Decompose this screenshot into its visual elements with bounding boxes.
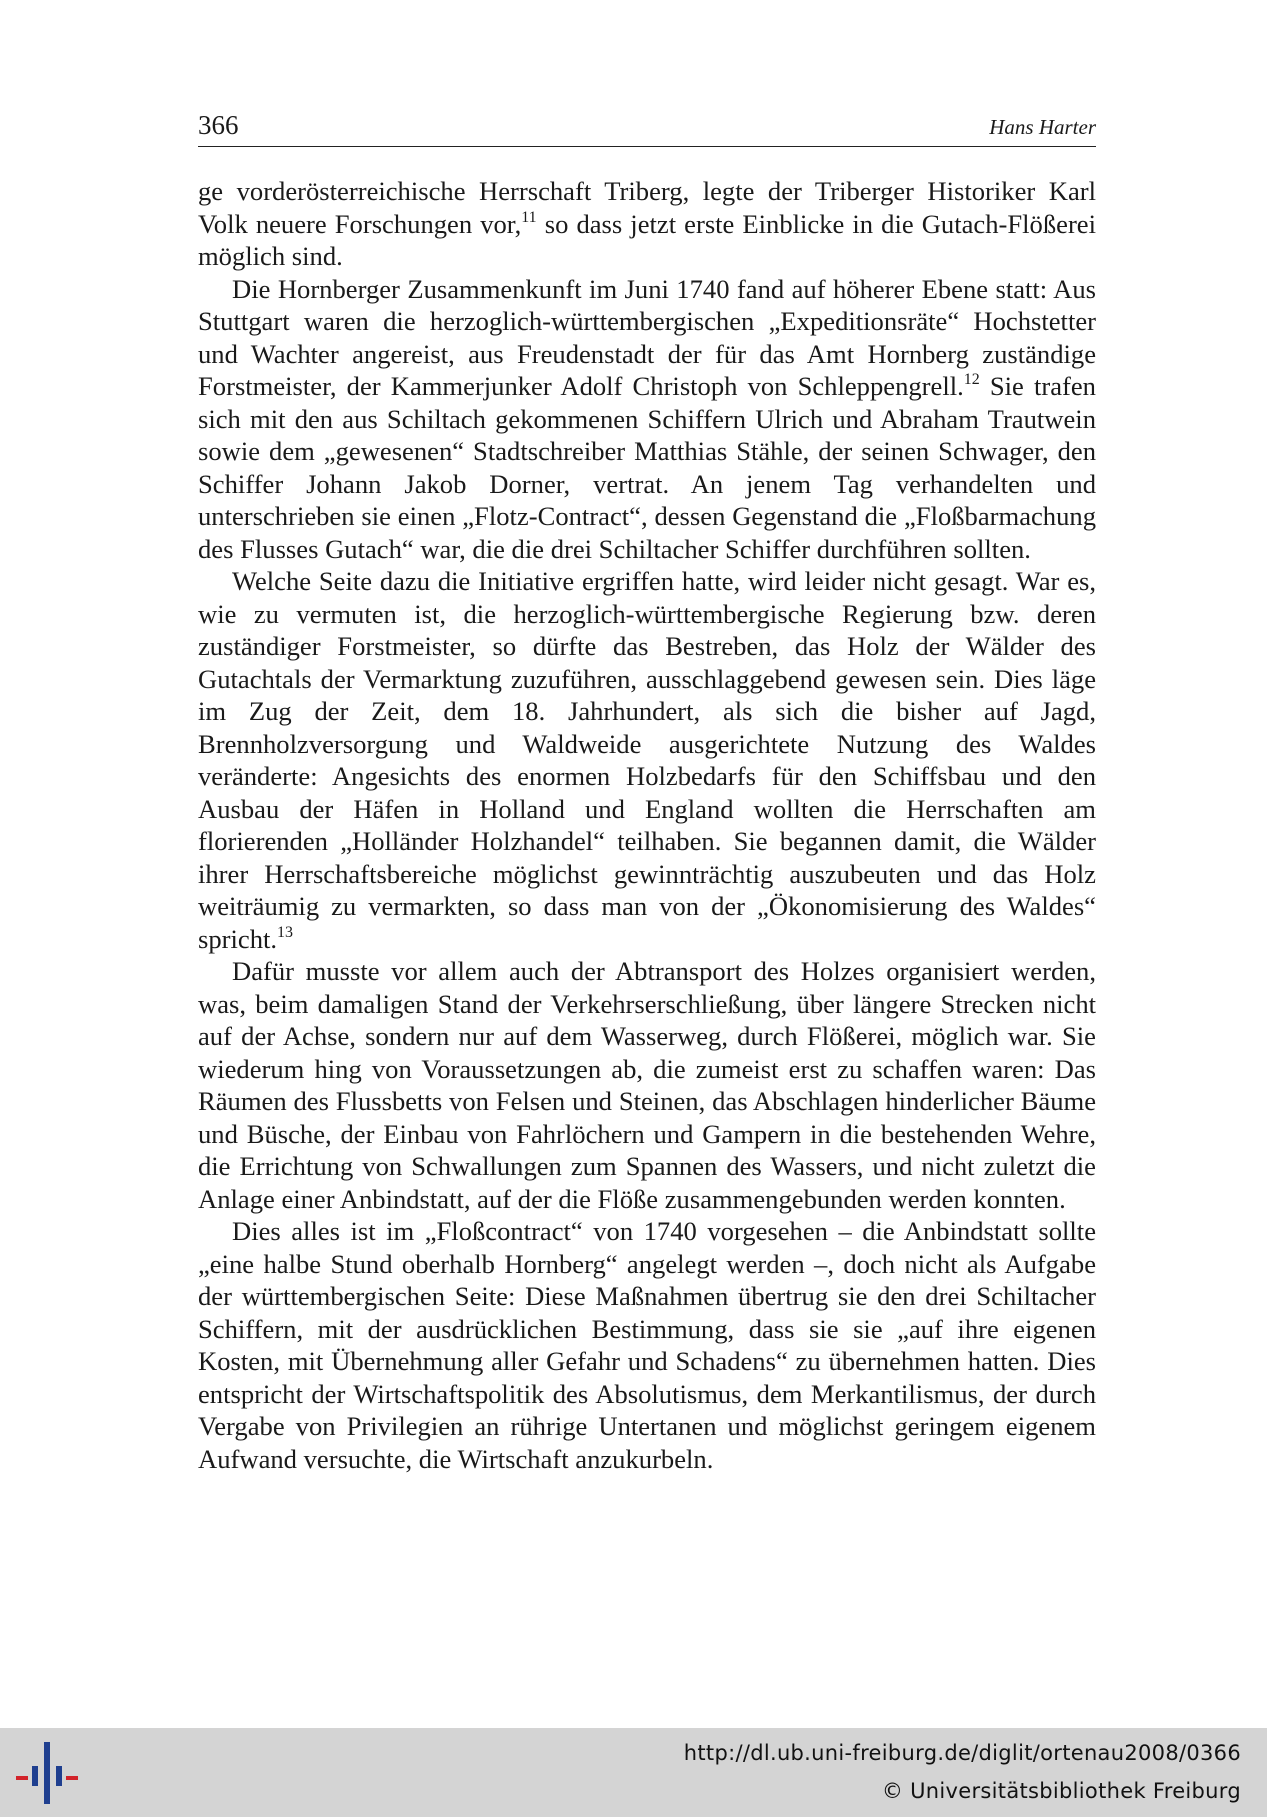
paragraph-text: Die Hornberger Zusammenkunft im Juni 1740 fand auf höherer Ebene statt: Aus Stuttgart waren die herzoglich-württembergischen „Expeditionsräte“ Hochstetter und Wachter angereist, aus Freudenstadt der für das Amt Hornberg zuständige Forstmeister, der Kammerjunker Adolf Christoph von Schleppengrell. <box>198 273 1096 401</box>
running-head: Hans Harter <box>989 115 1096 139</box>
paragraph-text: Sie trafen sich mit den aus Schiltach gekommenen Schiffern Ulrich und Abraham Trautwein sowie dem „gewesenen“ Stadtschreiber Matthias Stähle, der seinen Schwager, den Schiffer Johann Jakob Dorner, vertrat. An jenem Tag verhandelten und unterschrieben sie einen „Flotz-Contract“, dessen Gegenstand die „Floßbarmachung des Flusses Gutach“ war, die die drei Schiltacher Schiffer durchführen sollten. <box>198 371 1096 564</box>
footnote-marker: 12 <box>963 371 980 388</box>
paragraph-text: so dass jetzt erste Einblicke in die Gutach-Flößerei möglich sind. <box>198 208 1096 271</box>
footnote-marker: 11 <box>521 208 537 226</box>
footer-url[interactable]: http://dl.ub.uni-freiburg.de/diglit/ortenau2008/0366 <box>683 1741 1241 1765</box>
paragraph <box>198 1215 1096 1475</box>
paragraph <box>198 273 1096 566</box>
footer-copyright: © Universitätsbibliothek Freiburg <box>881 1779 1241 1803</box>
paragraph <box>198 175 1096 273</box>
page-header <box>198 108 1096 147</box>
footer-bar <box>0 1728 1267 1817</box>
paragraph <box>198 565 1096 955</box>
paragraph-text: Dafür musste vor allem auch der Abtransport des Holzes organisiert werden, was, beim damaligen Stand der Verkehrserschließung, über längere Strecken nicht auf der Achse, sondern nur auf dem Wasserweg, durch Flößerei, möglich war. Sie wiederum hing von Voraussetzungen ab, die zumeist erst zu schaffen waren: Das Räumen des Flussbetts von Felsen und Steinen, das Abschlagen hinderlicher Bäume und Büsche, der Einbau von Fahrlöchern und Gampern in die bestehenden Wehre, die Errichtung von Schwallungen zum Spannen des Wassers, und nicht zuletzt die Anlage einer Anbindstatt, auf der die Flöße zusammengebunden werden konnten. <box>198 956 1096 1214</box>
page-number: 366 <box>198 110 239 140</box>
paragraph-text: Welche Seite dazu die Initiative ergriffen hatte, wird leider nicht gesagt. War es, wie zu vermuten ist, die herzoglich-württembergische Regierung bzw. deren zuständiger Forstmeister, so dürfte das Bestreben, das Holz der Wälder des Gutachtals der Vermarktung zuzuführen, ausschlaggebend gewesen sein. Dies läge im Zug der Zeit, dem 18. Jahrhundert, als sich die bisher auf Jagd, Brennholzversorgung und Waldweide ausgerichtete Nutzung des Waldes veränderte: Angesichts des enormen Holzbedarfs für den Schiffsbau und den Ausbau der Häfen in Holland und England wollten die Herrschaften am florierenden „Holländer Holzhandel“ teilhaben. Sie begannen damit, die Wälder ihrer Herrschaftsbereiche möglichst gewinnträchtig auszubeuten und das Holz weiträumig zu vermarkten, so dass man von der „Ökonomisierung des Waldes“ spricht. <box>198 566 1096 954</box>
paragraph-text: ge vorderösterreichische Herrschaft Triberg, legte der Triberger Historiker Karl Volk neuere Forschungen vor, <box>198 176 1096 239</box>
paragraph-text: Dies alles ist im „Floßcontract“ von 1740 vorgesehen – die Anbindstatt sollte „eine halbe Stund oberhalb Hornberg“ angelegt werden –, doch nicht als Aufgabe der württembergischen Seite: Diese Maßnahmen übertrug sie den drei Schiltacher Schiffern, mit der ausdrücklichen Bestimmung, dass sie sie „auf ihre eigenen Kosten, mit Übernehmung aller Gefahr und Schadens“ zu übernehmen hatten. Dies entspricht der Wirtschaftspolitik des Absolutismus, dem Merkantilismus, der durch Vergabe von Privilegien an rührige Untertanen und möglichst geringem eigenem Aufwand versuchte, die Wirtschaft anzukurbeln. <box>198 1216 1096 1474</box>
ub-freiburg-logo-icon <box>16 1742 78 1804</box>
footnote-marker: 13 <box>277 923 294 941</box>
body-text <box>198 175 1096 1475</box>
paragraph <box>198 955 1096 1215</box>
